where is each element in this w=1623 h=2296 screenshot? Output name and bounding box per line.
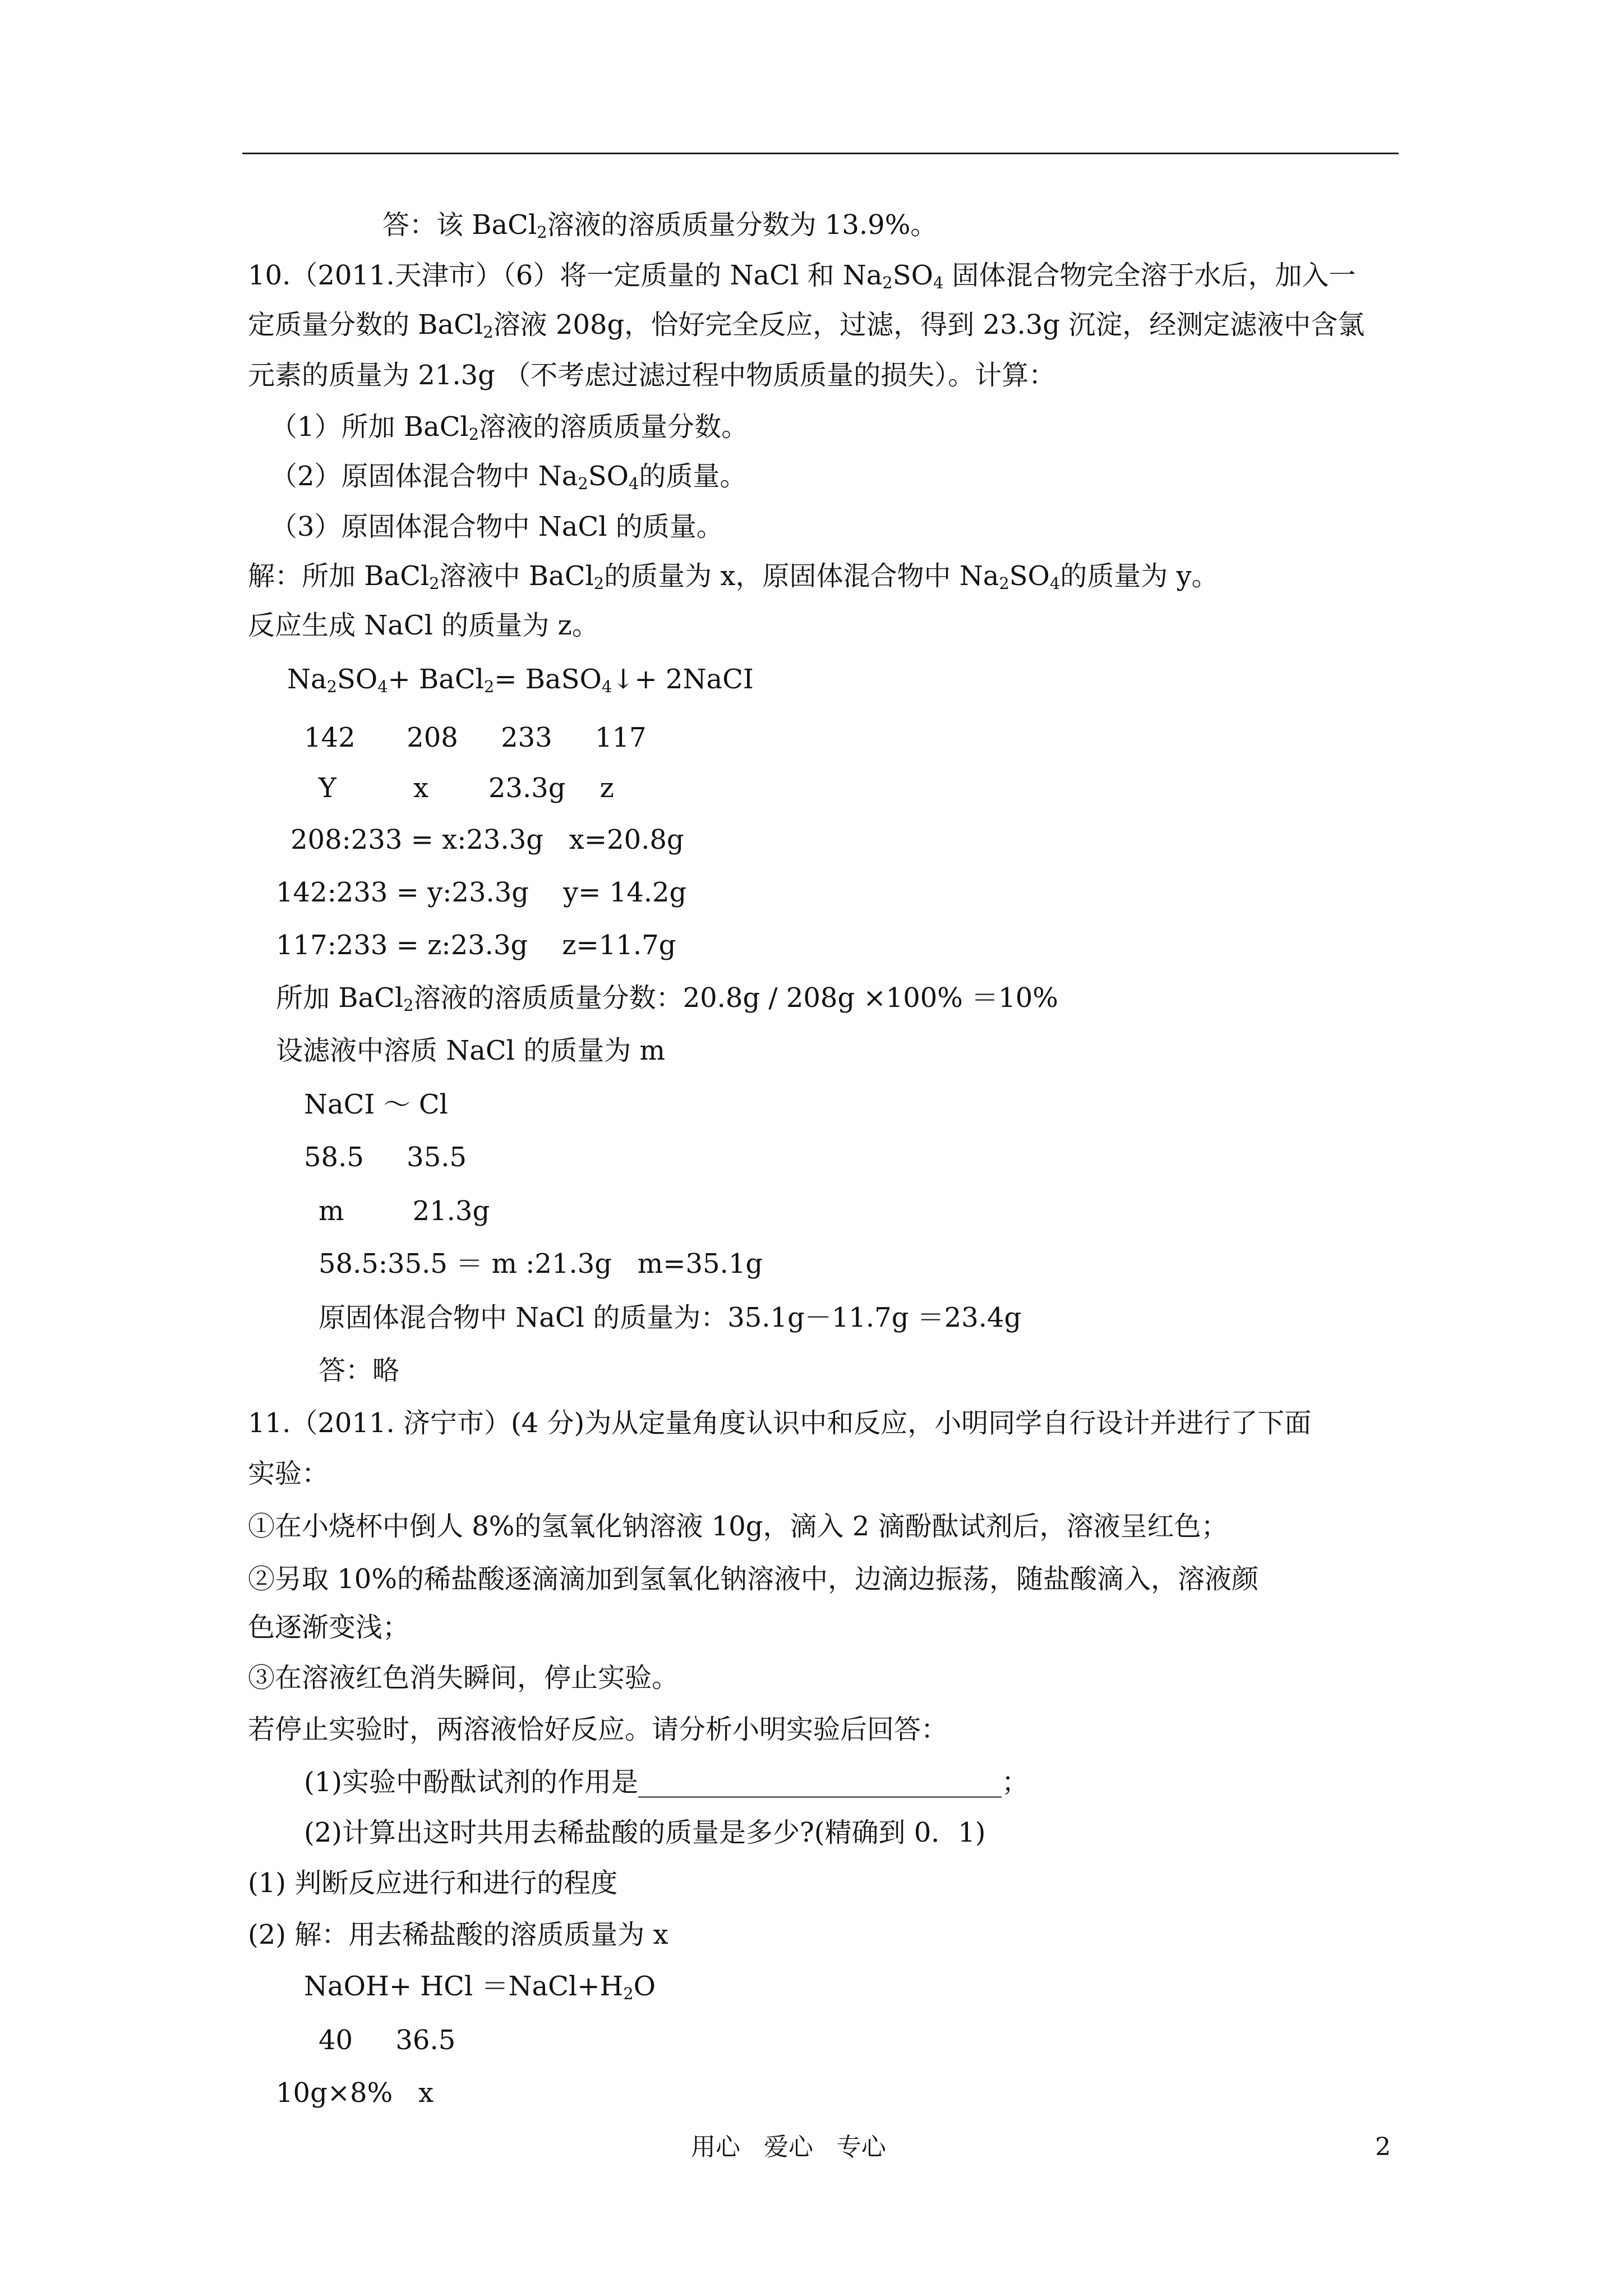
text-line (248, 358, 1055, 393)
text-line (248, 1456, 329, 1491)
subscript: 2 (483, 677, 495, 697)
text-line (248, 1917, 668, 1952)
page-number: 2 (1375, 2133, 1391, 2161)
text-line (319, 1300, 1021, 1335)
text-run: (2)计算出这时共用去稀盐酸的质量是多少?(精确到 0．1) (304, 1817, 986, 1848)
text-run: 反应生成 NaCl 的质量为 z。 (248, 610, 599, 641)
text-run: SO (336, 664, 378, 695)
subscript: 2 (882, 273, 893, 293)
text-line (270, 409, 748, 444)
subscript: 2 (999, 574, 1009, 593)
subscript: 4 (601, 677, 612, 697)
text-run: 10.（2011.天津市）（6）将一定质量的 NaCl 和 Na (248, 260, 883, 291)
header-rule (242, 153, 1399, 154)
text-line (319, 2023, 455, 2058)
text-run: 的质量。 (639, 461, 747, 492)
text-run: Y x 23.3g z (319, 772, 614, 804)
text-run: ①在小烧杯中倒人 8%的氢氧化钠溶液 10g，滴入 2 滴酚酞试剂后，溶液呈红色； (248, 1511, 1228, 1542)
text-line (270, 509, 723, 544)
text-line (276, 928, 676, 963)
text-run: （3）原固体混合物中 NaCl 的质量。 (270, 511, 723, 542)
text-line (248, 1562, 1258, 1596)
text-run: 的质量为 x，原固体混合物中 Na (604, 560, 999, 592)
text-run: 实验： (248, 1458, 329, 1489)
text-run: 定质量分数的 BaCl (248, 309, 483, 341)
text-run: 208:233 = x:23.3g x=20.8g (291, 824, 684, 855)
text-line (276, 1033, 665, 1068)
text-run: 溶液中 BaCl (439, 560, 594, 592)
text-line (248, 1406, 1311, 1441)
subscript: 4 (628, 474, 639, 494)
subscript: 2 (468, 425, 479, 444)
text-run: 58.5:35.5 ＝ m :21.3g m=35.1g (319, 1248, 763, 1280)
text-run: SO (588, 461, 629, 492)
text-line (382, 208, 937, 242)
text-line (276, 2076, 434, 2110)
text-run: 11.（2011. 济宁市）(4 分)为从定量角度认识中和反应，小明同学自行设计并进行了下面 (248, 1407, 1312, 1439)
text-line (304, 1969, 656, 2004)
text-run: 设滤液中溶质 NaCl 的质量为 m (276, 1035, 665, 1066)
text-line (248, 1610, 409, 1645)
text-line (304, 1765, 1029, 1800)
text-line (304, 720, 647, 755)
text-run: 58.5 35.5 (304, 1142, 467, 1173)
text-run: 40 36.5 (319, 2024, 456, 2056)
text-run: (1)实验中酚酞试剂的作用是___________________________； (304, 1766, 1029, 1798)
text-line (304, 1140, 467, 1175)
subscript: 2 (403, 996, 414, 1015)
text-run: 所加 BaCl (276, 982, 404, 1014)
text-line (248, 307, 1364, 342)
text-run: 固体混合物完全溶于水后，加入一 (943, 260, 1356, 291)
text-line (270, 459, 746, 494)
text-run: （2）原固体混合物中 Na (270, 461, 578, 492)
subscript: 2 (483, 323, 494, 342)
text-run: 的质量为 y。 (1060, 560, 1219, 592)
subscript: 2 (326, 677, 337, 697)
text-run: 溶液的溶质质量分数。 (479, 411, 749, 443)
subscript: 2 (623, 1984, 634, 2004)
text-run: m 21.3g (319, 1195, 490, 1227)
text-line (248, 1712, 948, 1747)
text-line (319, 1194, 490, 1228)
text-line (276, 875, 686, 910)
text-run: 若停止实验时，两溶液恰好反应。请分析小明实验后回答： (248, 1714, 948, 1745)
text-run: O (633, 1971, 656, 2002)
subscript: 2 (537, 223, 547, 242)
text-run: SO (892, 260, 933, 291)
text-run: ↓+ 2NaCI (612, 664, 754, 695)
text-run: 原固体混合物中 NaCl 的质量为：35.1g－11.7g ＝23.4g (319, 1302, 1022, 1333)
subscript: 4 (377, 677, 388, 697)
text-line (248, 559, 1219, 593)
footer-text: 用心 爱心 专心 (691, 2133, 886, 2161)
text-run: (1) 判断反应进行和进行的程度 (248, 1867, 618, 1899)
text-run: SO (1009, 560, 1050, 592)
text-run: 117:233 = z:23.3g z=11.7g (276, 930, 676, 961)
text-run: 溶液的溶质质量分数：20.8g / 208g ×100% ＝10% (413, 982, 1058, 1014)
text-run: ③在溶液红色消失瞬间，停止实验。 (248, 1662, 679, 1694)
text-line (319, 1246, 763, 1281)
text-line (248, 608, 599, 643)
text-run: = BaSO (494, 664, 602, 695)
text-run: 答：该 BaCl (382, 209, 537, 241)
text-run: 答：略 (319, 1355, 400, 1386)
text-line (304, 1815, 986, 1850)
text-line (304, 1087, 448, 1122)
text-run: ②另取 10%的稀盐酸逐滴滴加到氢氧化钠溶液中，边滴边振荡，随盐酸滴入，溶液颜 (248, 1563, 1258, 1595)
text-run: NaOH+ HCl ＝NaCl+H (304, 1971, 624, 2002)
subscript: 2 (429, 574, 440, 593)
subscript: 4 (1049, 574, 1061, 593)
text-line (248, 1660, 679, 1695)
text-run: 10g×8% x (276, 2077, 434, 2109)
text-run: Na (287, 664, 327, 695)
text-run: 色逐渐变浅； (248, 1612, 410, 1643)
text-run: 解：所加 BaCl (248, 560, 430, 592)
text-run: 元素的质量为 21.3g （不考虑过滤过程中物质质量的损失）。计算： (248, 360, 1056, 391)
subscript: 4 (933, 273, 944, 293)
subscript: 2 (578, 474, 588, 494)
subscript: 2 (593, 574, 605, 593)
text-line (248, 1509, 1228, 1544)
text-line (248, 1866, 617, 1901)
text-run: 溶液 208g，恰好完全反应，过滤，得到 23.3g 沉淀，经测定滤液中含氯 (493, 309, 1365, 341)
text-run: + BaCl (388, 664, 484, 695)
text-run: 溶液的溶质质量分数为 13.9%。 (547, 209, 938, 241)
text-run: (2) 解：用去稀盐酸的溶质质量为 x (248, 1919, 668, 1950)
text-run: NaCI ～ Cl (304, 1089, 448, 1120)
text-line (291, 822, 684, 857)
text-line (287, 662, 754, 697)
text-line (319, 1353, 399, 1388)
text-run: 142 208 233 117 (304, 722, 647, 753)
text-line (319, 771, 614, 806)
text-line (276, 981, 1058, 1015)
text-line (248, 258, 1356, 293)
text-run: （1）所加 BaCl (270, 411, 469, 443)
text-run: 142:233 = y:23.3g y= 14.2g (276, 877, 687, 908)
